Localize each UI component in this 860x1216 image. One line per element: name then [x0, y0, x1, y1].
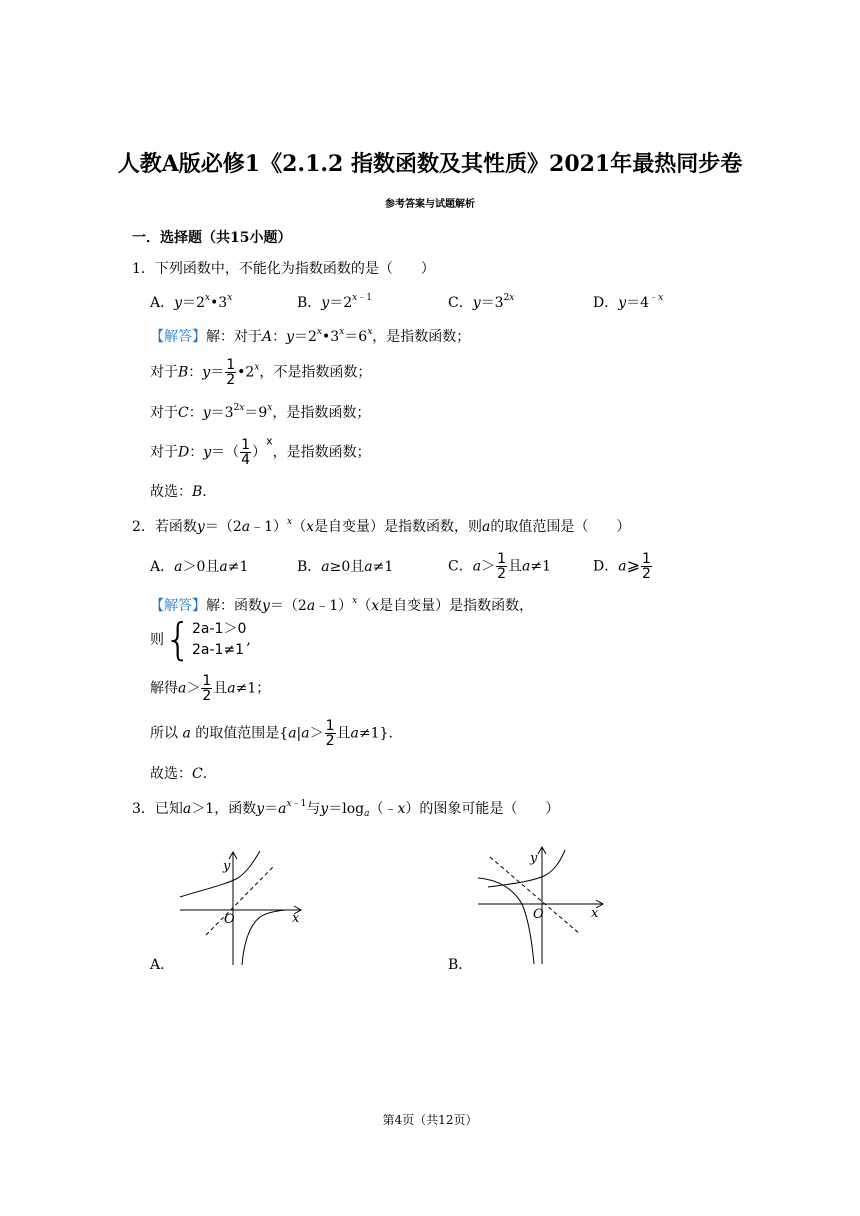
origin-label: O — [533, 907, 544, 922]
question-2-conclusion: 故选：C. — [150, 766, 208, 782]
question-2-option-b: B．a≥0且a≠1 — [297, 559, 394, 575]
section-heading: 一．选择题（共15小题） — [132, 230, 292, 246]
question-1-solution-a: 【解答】解：对于A：$y=2^x•3^x=6^x$，是指数函数； — [150, 327, 471, 345]
question-1-option-a: A．$y=2^x•3^x$ — [150, 293, 233, 311]
x-axis-label: x — [591, 906, 599, 921]
x-axis-label: x — [292, 911, 300, 926]
question-1-option-b: B．$y=2^{x﹣1}$ — [297, 293, 372, 311]
question-2-stem: 2．若函数y＝（2a﹣1）$^x$（x是自变量）是指数函数，则a的取值范围是（ ） — [132, 517, 631, 535]
question-2-option-c: C．a＞ $\frac{1}{2}$ 且a≠1 — [448, 551, 551, 582]
question-3-stem: 3．已知a＞1，函数$y=a^{x﹣1}$与$y=\log_a(﹣x)$的图象可能是（ ） — [132, 799, 560, 819]
graph-option-b — [470, 842, 615, 970]
question-1-option-d: D．$y=4^{﹣x}$ — [593, 293, 664, 311]
y-axis-label: y — [223, 859, 231, 874]
question-1-conclusion: 故选：B. — [150, 484, 207, 500]
question-1-solution-c: 对于C：$y=3^{2x}=9^x$，是指数函数； — [150, 403, 371, 421]
graph-option-b-label: B． — [448, 957, 473, 973]
question-2-solution-intro: 【解答】解：函数y＝（2a﹣1）$^x$（x是自变量）是指数函数， — [150, 596, 534, 614]
question-2-range: 所以 a 的取值范围是{a|a＞ $\frac{1}{2}$ 且a≠1}. — [150, 718, 393, 749]
question-2-option-d: D．a⩾ $\frac{1}{2}$ — [593, 551, 651, 582]
question-1-solution-d: 对于D：y＝（ $\frac{1}{4}$ ）$^x$，是指数函数； — [150, 434, 371, 468]
origin-label: O — [224, 912, 235, 927]
graph-option-a — [170, 845, 310, 970]
page-footer: 第4页（共12页） — [382, 1113, 478, 1127]
question-1-stem: 1．下列函数中，不能化为指数函数的是（ ） — [132, 261, 435, 277]
page-title: 人教A版必修1《2.1.2 指数函数及其性质》2021年最热同步卷 — [117, 151, 743, 177]
page-subtitle: 参考答案与试题解析 — [385, 199, 475, 210]
question-2-system: 则{ 2a-1＞0 2a-1≠1 , — [150, 614, 251, 665]
y-axis-label: y — [530, 851, 538, 866]
question-2-solve: 解得a＞ $\frac{1}{2}$ 且a≠1； — [150, 673, 271, 704]
question-2-option-a: A．a＞0且a≠1 — [150, 559, 249, 575]
question-1-option-c: C．$y=3^{2x}$ — [448, 293, 515, 311]
question-1-solution-b: 对于B：y＝ $\frac{1}{2}$ •2$^x$，不是指数函数； — [150, 357, 372, 388]
graph-option-a-label: A． — [150, 957, 175, 973]
